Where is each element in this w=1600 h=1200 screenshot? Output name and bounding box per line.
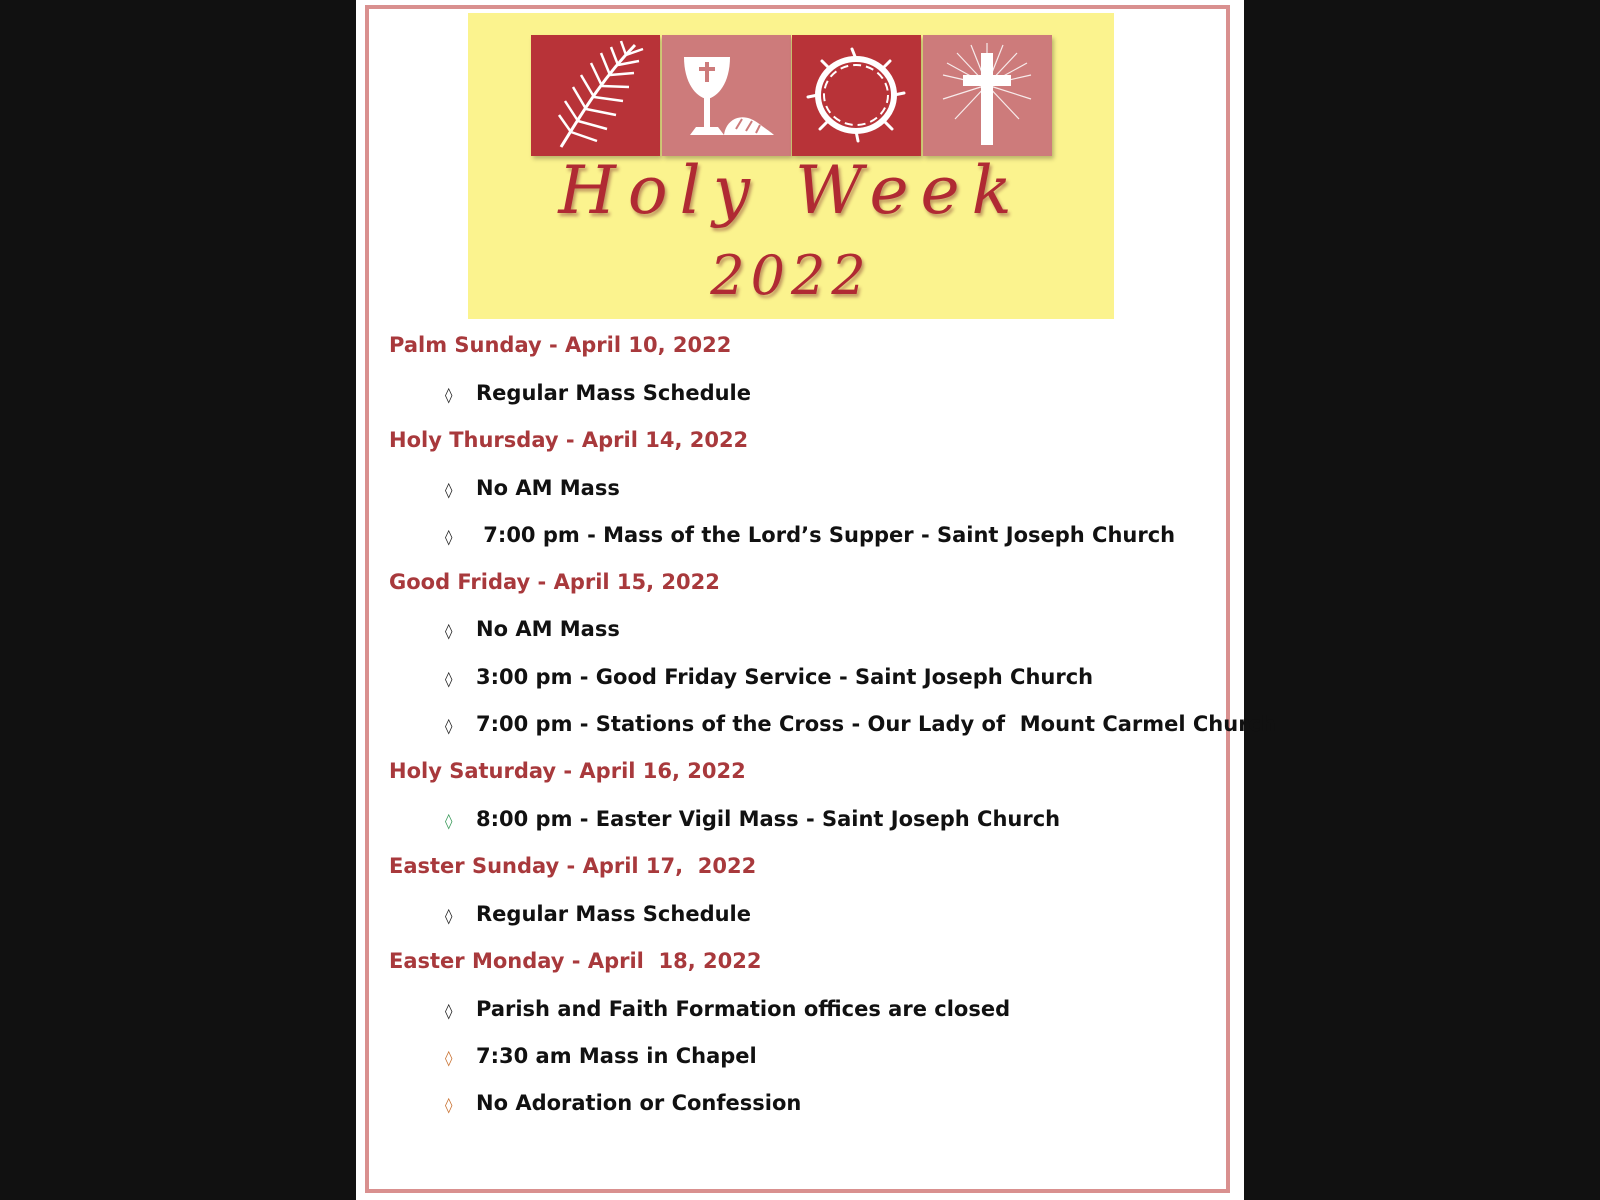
schedule-item: Regular Mass Schedule [476, 902, 751, 926]
day-heading: Holy Thursday - April 14, 2022 [389, 428, 749, 452]
bullet-diamond: ◊ [445, 481, 453, 499]
bullet-diamond: ◊ [445, 717, 453, 735]
day-heading: Palm Sunday - April 10, 2022 [389, 333, 732, 357]
schedule-item: No AM Mass [476, 476, 620, 500]
day-heading: Easter Monday - April 18, 2022 [389, 949, 762, 973]
bullet-diamond: ◊ [445, 622, 453, 640]
bullet-diamond: ◊ [445, 386, 453, 404]
banner-year: 2022 [710, 244, 872, 307]
day-heading: Holy Saturday - April 16, 2022 [389, 759, 746, 783]
banner-title: Holy Week [558, 152, 1024, 229]
radiant-cross-icon [923, 35, 1052, 156]
bullet-diamond: ◊ [445, 1002, 453, 1020]
bullet-diamond: ◊ [445, 1096, 453, 1114]
schedule-item: No AM Mass [476, 617, 620, 641]
schedule-item: 7:30 am Mass in Chapel [476, 1044, 757, 1068]
schedule-item: 8:00 pm - Easter Vigil Mass - Saint Joseph Church [476, 807, 1061, 831]
day-heading: Easter Sunday - April 17, 2022 [389, 854, 757, 878]
bullet-diamond: ◊ [445, 1049, 453, 1067]
palm-branch-icon [531, 35, 660, 156]
schedule-item: 7:00 pm - Stations of the Cross - Our Lady of Mount Carmel Church [476, 712, 1276, 736]
crown-of-thorns-icon [792, 35, 921, 156]
schedule-item: No Adoration or Confession [476, 1091, 802, 1115]
schedule-item: Parish and Faith Formation offices are closed [476, 997, 1011, 1021]
bullet-diamond: ◊ [445, 670, 453, 688]
chalice-bread-icon [662, 35, 791, 156]
schedule-item: Regular Mass Schedule [476, 381, 751, 405]
day-heading: Good Friday - April 15, 2022 [389, 570, 720, 594]
bullet-diamond: ◊ [445, 907, 453, 925]
schedule-item: 3:00 pm - Good Friday Service - Saint Joseph Church [476, 665, 1094, 689]
bullet-diamond: ◊ [445, 528, 453, 546]
bullet-diamond: ◊ [445, 812, 453, 830]
schedule-item: 7:00 pm - Mass of the Lord’s Supper - Saint Joseph Church [476, 523, 1176, 547]
